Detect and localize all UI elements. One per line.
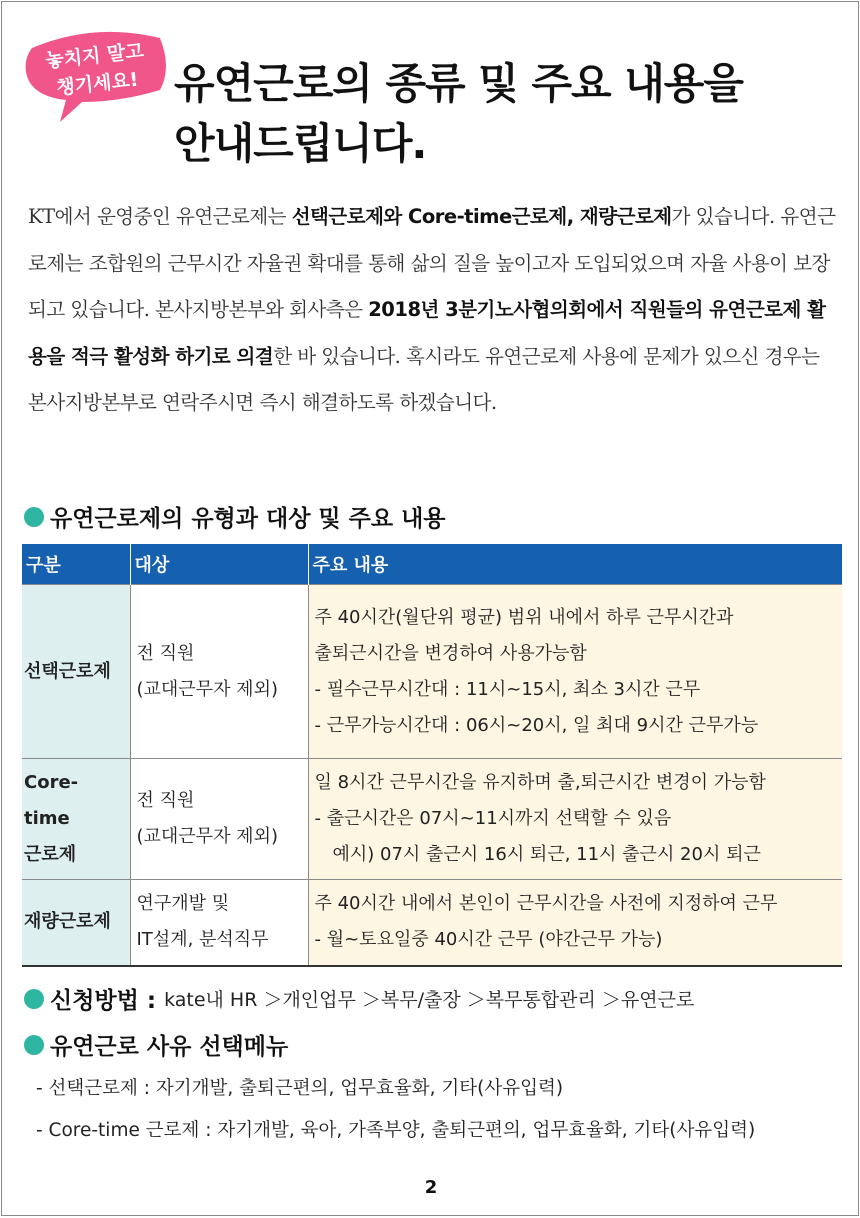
apply-path: kate내 HR ＞개인업무 ＞복무/출장 ＞복무통합관리 ＞유연근로 bbox=[164, 989, 695, 1011]
list-item: - Core-time 근로제 : 자기개발, 육아, 가족부양, 출퇴근편의, 업무효율화, 기타(사유입력) bbox=[36, 1120, 756, 1141]
row-type-line-1: Core-time bbox=[24, 772, 79, 829]
intro-bold-2: 2018년 3분기노사협의회에서 직원들의 유연근로제 활용을 적극 활성화 하기로 의결 bbox=[28, 298, 826, 368]
table-row bbox=[22, 880, 842, 966]
section-heading-types bbox=[24, 500, 446, 533]
row-content bbox=[308, 585, 842, 759]
table-header-row bbox=[22, 544, 842, 585]
row-target bbox=[130, 759, 308, 880]
list-item: - 선택근로제 : 자기개발, 출퇴근편의, 업무효율화, 기타(사유입력) bbox=[36, 1078, 564, 1099]
apply-method bbox=[24, 982, 694, 1015]
intro-text-3: 한 바 있습니다. 혹시라도 유연근로제 사용에 문제가 있으신 경우는 본사지방본부로 연락주시면 즉시 해결하도록 하겠습니다. bbox=[28, 344, 820, 414]
content-line: 주 40시간 내에서 본인이 근무시간을 사전에 지정하여 근무 bbox=[314, 893, 778, 915]
section-heading-text: 유연근로제의 유형과 대상 및 주요 내용 bbox=[50, 506, 446, 532]
bullet-dot-icon bbox=[24, 507, 44, 527]
title-line-2: 안내드립니다. bbox=[174, 119, 427, 168]
bubble-line-1: 놓치지 말고 bbox=[44, 39, 145, 73]
intro-text-2: 가 있습니다. 유연근로제는 조합원의 근무시간 자율권 확대를 통해 삶의 질을 높이고자 도입되었으며 자율 사용이 보장되고 있습니다. 본사지방본부와 회사측은 bbox=[28, 205, 836, 321]
row-target-line-1: 전 직원 bbox=[136, 642, 195, 664]
row-target-line-2: (교대근무자 제외) bbox=[136, 678, 278, 700]
page-title bbox=[174, 54, 854, 174]
row-target-line-2: (교대근무자 제외) bbox=[136, 826, 278, 847]
row-target-line-1: 연구개발 및 bbox=[136, 893, 230, 915]
page-number: 2 bbox=[424, 1177, 438, 1198]
intro-bold-1: 선택근로제와 Core-time근로제, 재량근로제 bbox=[291, 205, 672, 228]
bullet-dot-icon bbox=[24, 1035, 44, 1055]
content-line: 주 40시간(월단위 평균) 범위 내에서 하루 근무시간과 bbox=[314, 606, 734, 628]
row-type-line-1: 선택근로제 bbox=[24, 660, 111, 682]
intro-paragraph bbox=[28, 194, 842, 427]
row-type bbox=[22, 880, 130, 966]
bubble-line-2: 챙기세요! bbox=[55, 68, 140, 100]
title-line-1: 유연근로의 종류 및 주요 내용을 bbox=[174, 59, 743, 108]
content-line: 예시) 07시 출근시 16시 퇴근, 11시 출근시 20시 퇴근 bbox=[332, 844, 761, 865]
row-type bbox=[22, 759, 130, 880]
flex-work-table bbox=[22, 544, 842, 967]
content-line: 일 8시간 근무시간을 유지하며 출,퇴근시간 변경이 가능함 bbox=[314, 772, 766, 793]
bullet-dot-icon bbox=[24, 989, 44, 1009]
row-content bbox=[308, 880, 842, 966]
row-target-line-1: 전 직원 bbox=[136, 790, 195, 811]
reason-menu-list bbox=[36, 1068, 755, 1152]
row-type-line-1: 재량근로제 bbox=[24, 911, 111, 933]
header-category: 구분 bbox=[22, 544, 130, 585]
content-line: - 근무가능시간대 : 06시~20시, 일 최대 9시간 근무가능 bbox=[314, 714, 759, 736]
speech-bubble bbox=[20, 28, 170, 126]
row-target-line-2: IT설계, 분석직무 bbox=[136, 929, 269, 951]
header-content: 주요 내용 bbox=[308, 544, 842, 585]
table-row bbox=[22, 759, 842, 880]
document-page bbox=[1, 1, 859, 1216]
row-target bbox=[130, 585, 308, 759]
section-heading-text: 유연근로 사유 선택메뉴 bbox=[50, 1034, 289, 1060]
row-target bbox=[130, 880, 308, 966]
intro-text-1: KT에서 운영중인 유연근로제는 bbox=[28, 205, 292, 228]
content-line: - 출근시간은 07시~11시까지 선택할 수 있음 bbox=[314, 808, 672, 829]
content-line: 출퇴근시간을 변경하여 사용가능함 bbox=[314, 642, 587, 664]
row-content bbox=[308, 759, 842, 880]
apply-label: 신청방법 : bbox=[50, 988, 157, 1014]
table-row bbox=[22, 585, 842, 759]
row-type bbox=[22, 585, 130, 759]
content-line: - 월~토요일중 40시간 근무 (야간근무 가능) bbox=[314, 929, 663, 951]
section-heading-reasons bbox=[24, 1028, 288, 1061]
row-type-line-2: 근로제 bbox=[24, 844, 77, 865]
content-line: - 필수근무시간대 : 11시~15시, 최소 3시간 근무 bbox=[314, 678, 701, 700]
header-target: 대상 bbox=[130, 544, 308, 585]
